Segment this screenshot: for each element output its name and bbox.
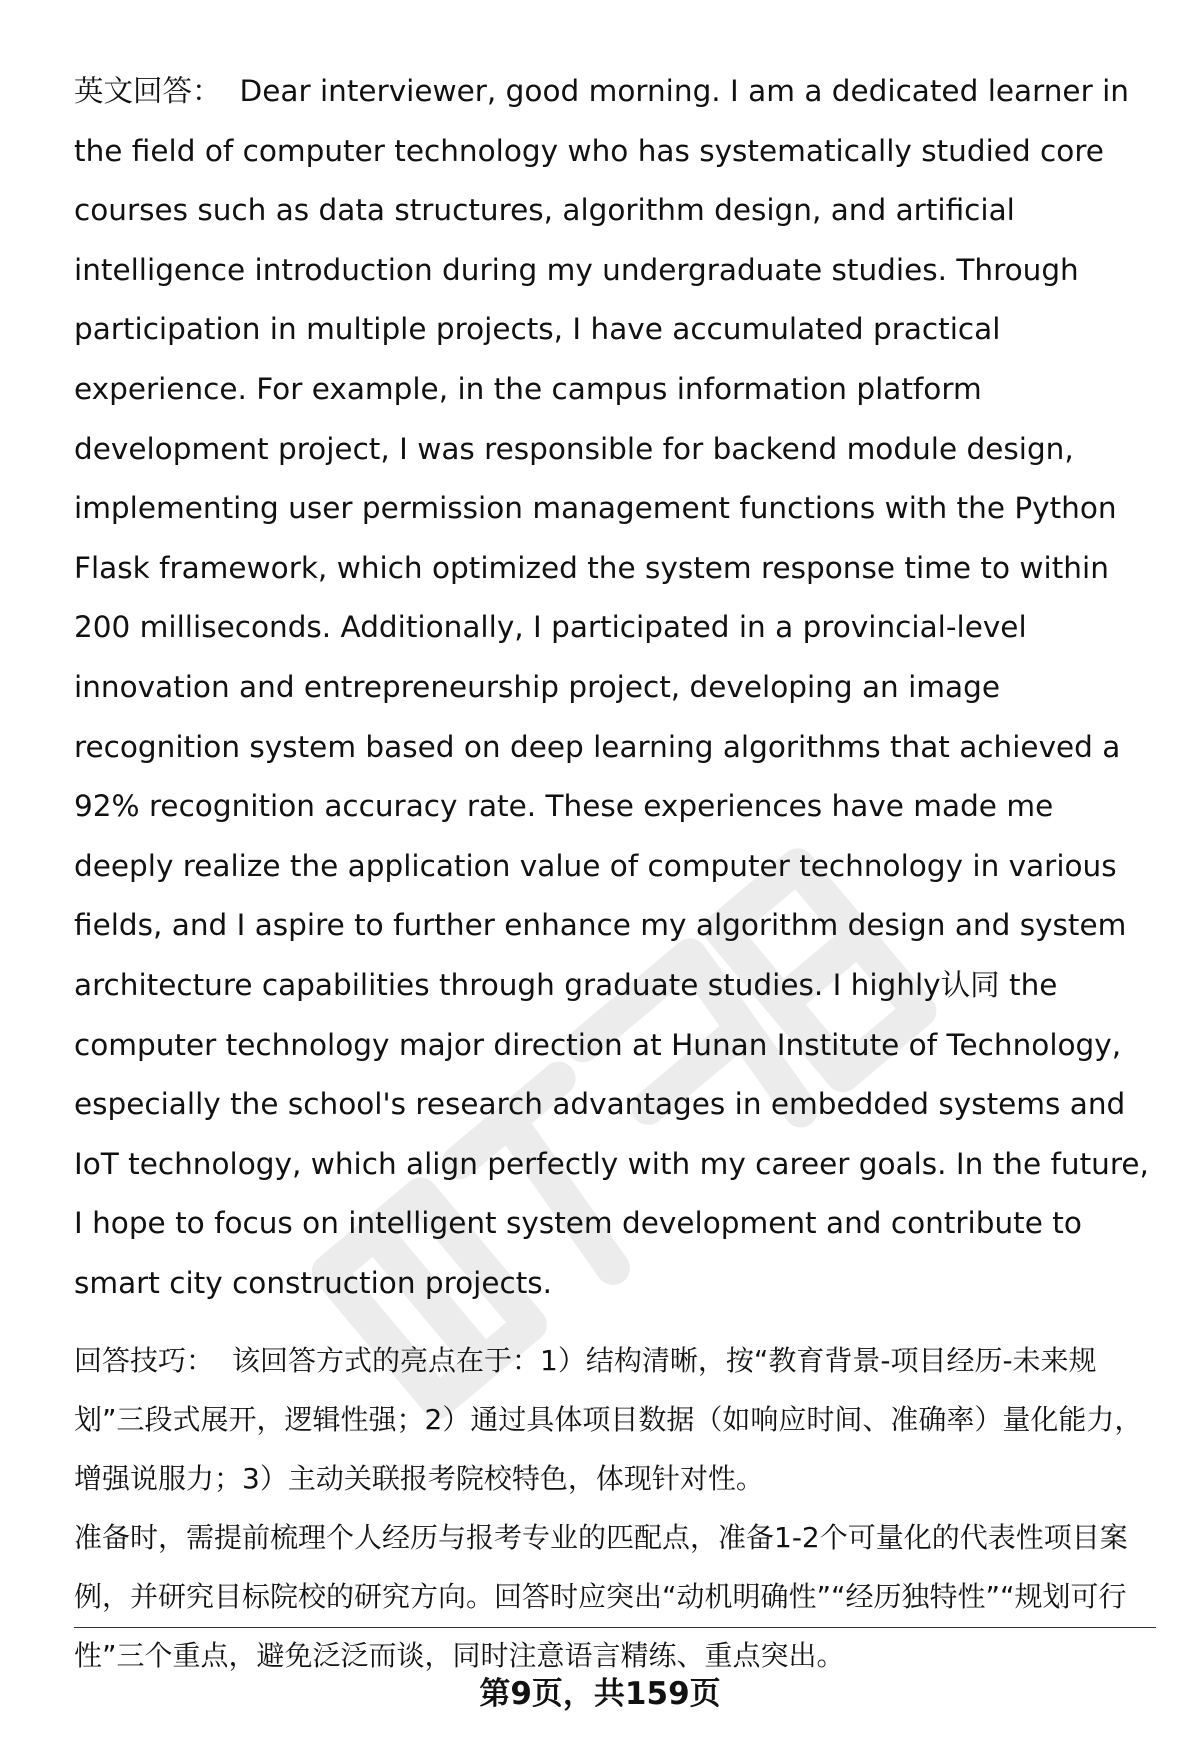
- answer-text: Dear interviewer, good morning. I am a dedicated learner in the field of computer technology who has systematically studied core courses such as data structures, algorithm design, and artificial intelligence introduction during my undergraduate studies. Through participation in multiple projects, I have accumulated practical experience. For example, in the campus information platform development project, I was responsible for backend module design, implementing user permission management functions with the Python Flask framework, which optimized the system response time to within 200 milliseconds. Additionally, I participated in a provincial-level innovation and entrepreneurship project, developing an image recognition system based on deep learning algorithms that achieved a 92% recognition accuracy rate. These experiences have made me deeply realize the application value of computer technology in various fields, and I aspire to further enhance my algorithm design and system architecture capabilities through graduate studies. I highly认同 the computer technology major direction at Hunan Institute of Technology, especially the school's research advantages in embedded systems and IoT technology, which align perfectly with my career goals. In the future, I hope to focus on intelligent system development and contribute to smart city construction projects.: [74, 74, 1149, 1300]
- footer-divider: [74, 1627, 1156, 1628]
- tips-label: 回答技巧：: [74, 1344, 215, 1378]
- preparation-paragraph: 准备时，需提前梳理个人经历与报考专业的匹配点，准备1-2个可量化的代表性项目案例，并研究目标院校的研究方向。回答时应突出“动机明确性”“经历独特性”“规划可行性”三个重点，避免泛泛而谈，同时注意语言精练、重点突出。: [74, 1521, 1128, 1673]
- page-indicator: 第9页，共159页: [479, 1676, 721, 1712]
- tips-paragraph: [74, 1331, 1154, 1508]
- answer-label: 英文回答：: [74, 74, 222, 108]
- tips-text: 该回答方式的亮点在于：1）结构清晰，按“教育背景-项目经历-未来规划”三段式展开，逻辑性强；2）通过具体项目数据（如响应时间、准确率）量化能力，增强说服力；3）主动关联报考院校特色，体现针对性。: [74, 1344, 1143, 1496]
- page-content: [74, 62, 1154, 1685]
- answer-paragraph: [74, 62, 1154, 1313]
